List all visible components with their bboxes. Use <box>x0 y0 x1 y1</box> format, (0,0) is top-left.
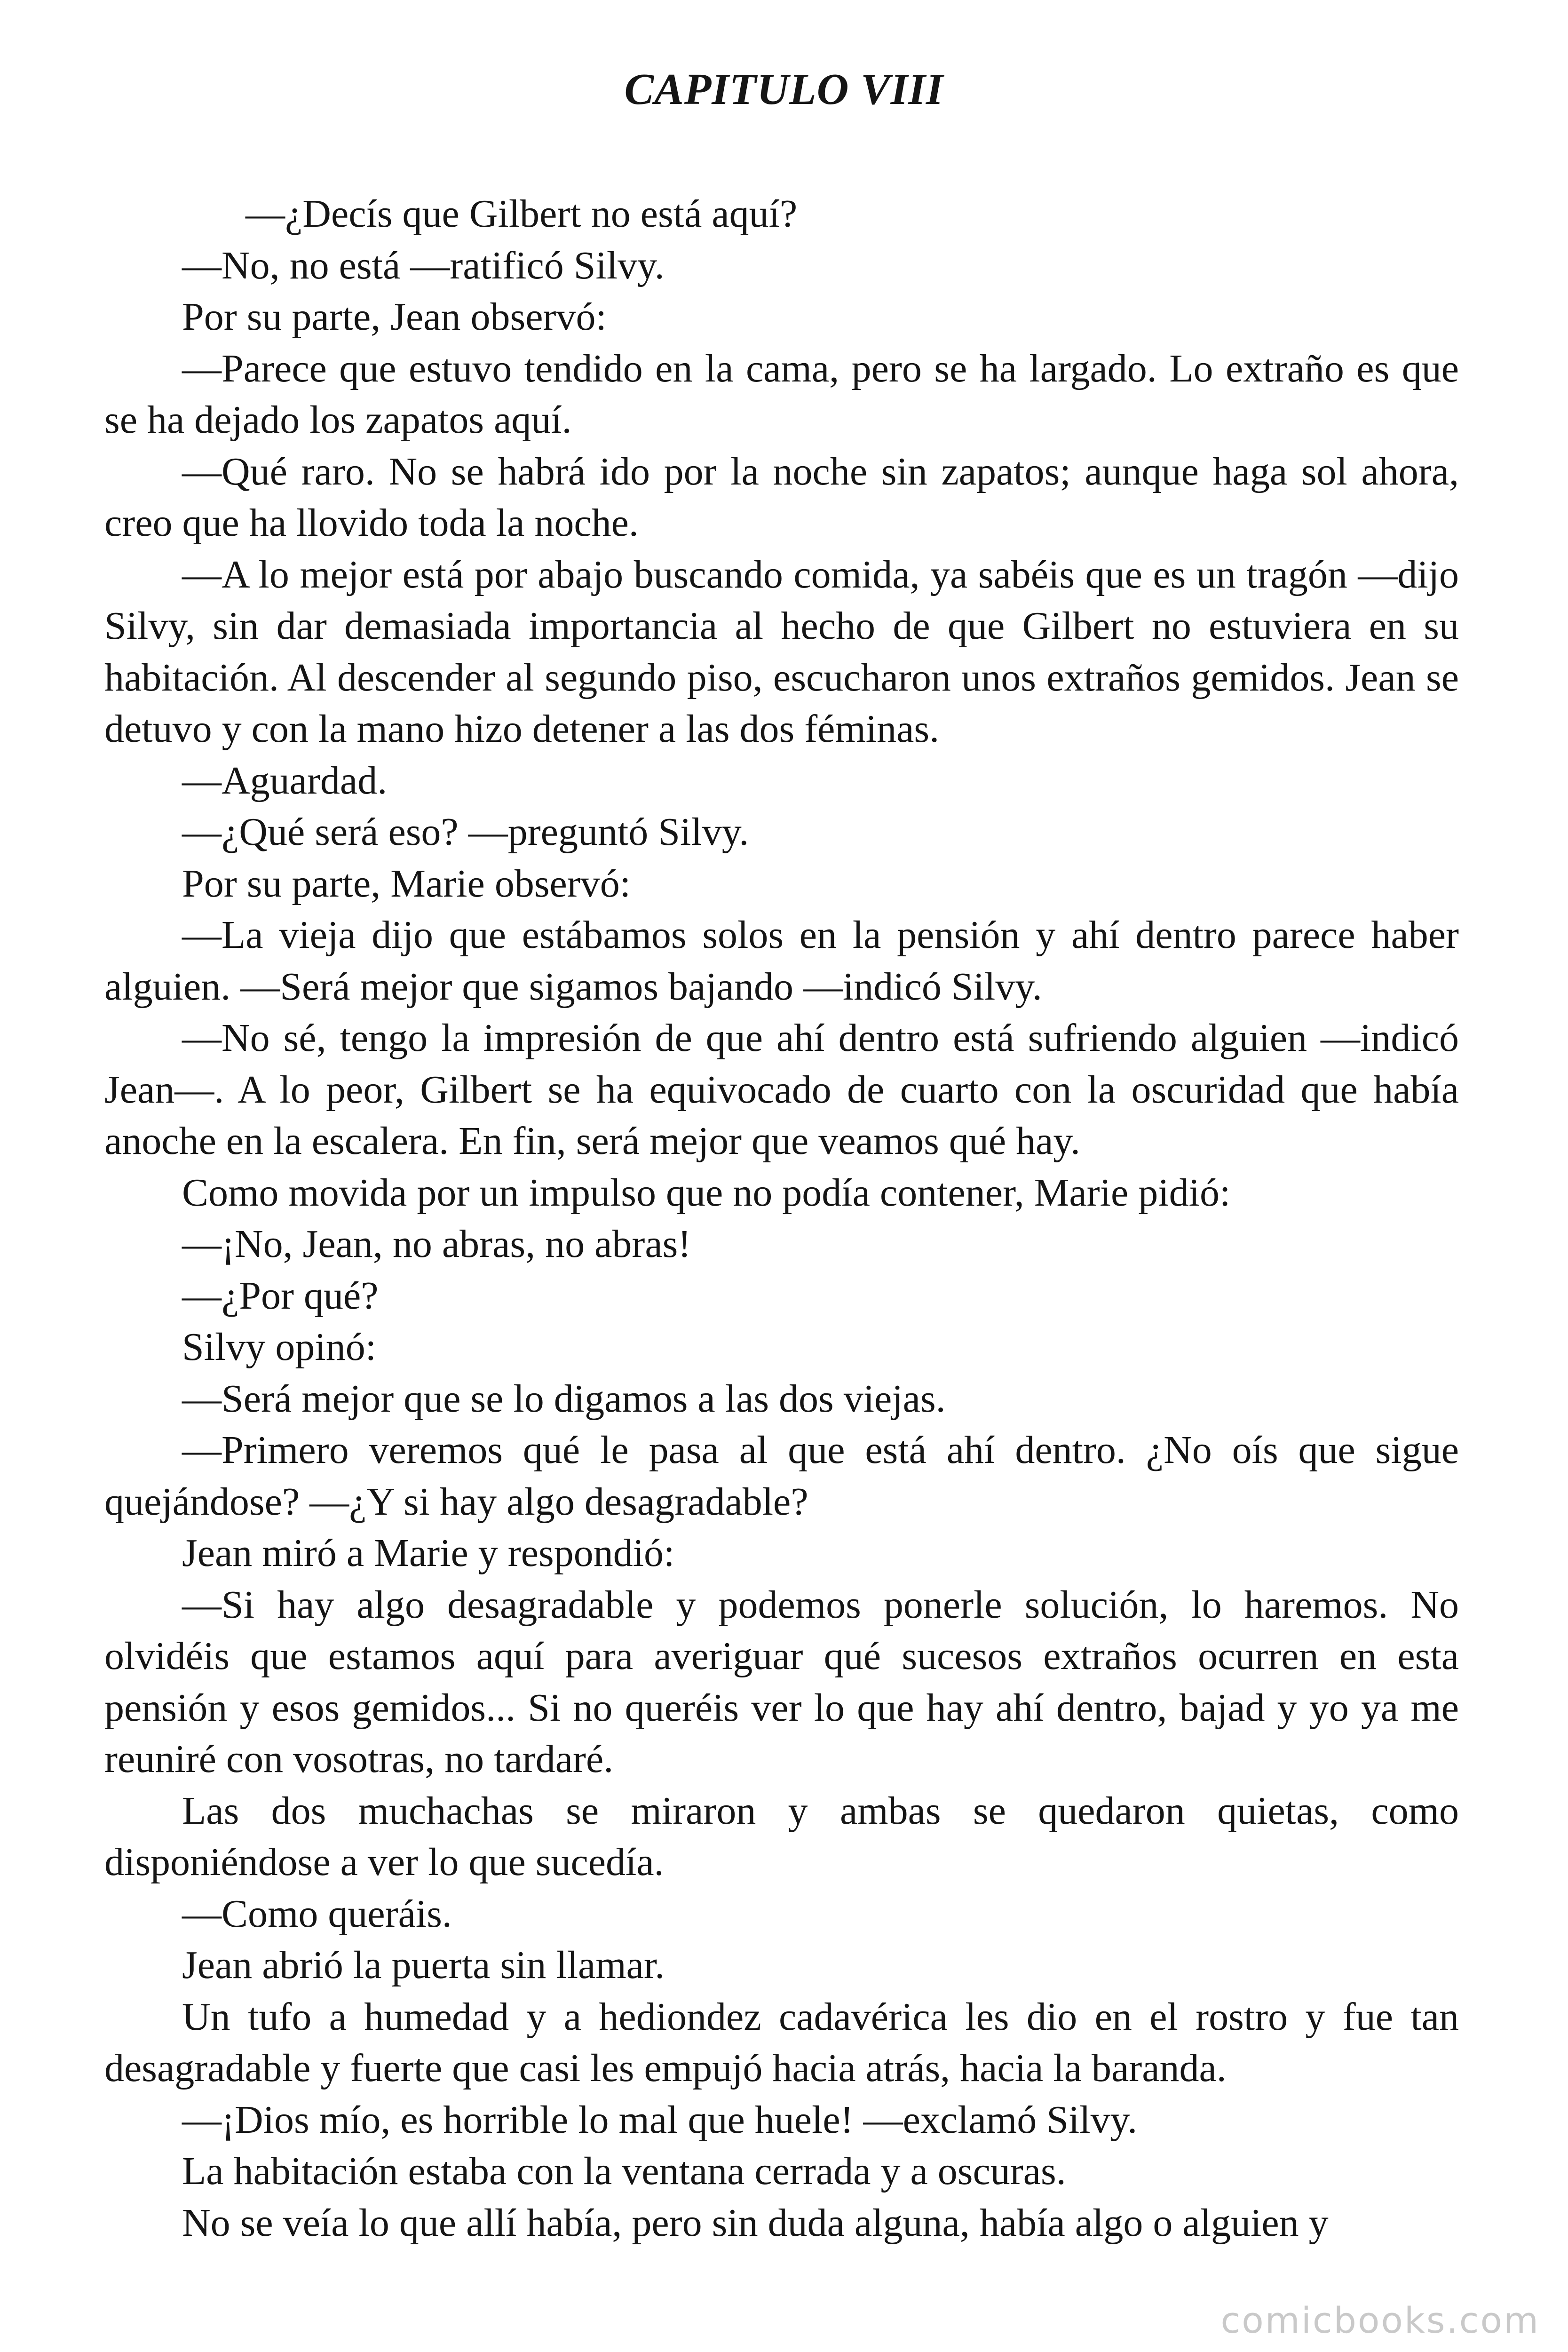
paragraph: —A lo mejor está por abajo buscando comida, ya sabéis que es un tragón —dijo Silvy, sin dar demasiada importancia al hecho de que Gilbert no estuviera en su habitación. Al descender al segundo piso, escucharon unos extraños gemidos. Jean se detuvo y con la mano hizo detener a las dos féminas. <box>104 552 1459 751</box>
paragraph: Jean abrió la puerta sin llamar. <box>182 1943 665 1987</box>
chapter-body <box>104 188 1459 2249</box>
paragraph: —Si hay algo desagradable y podemos ponerle solución, lo haremos. No olvidéis que estamos aquí para averiguar qué sucesos extraños ocurren en esta pensión y esos gemidos... Si no queréis ver lo que hay ahí dentro, bajad y yo ya me reuniré con vosotras, no tardaré. <box>104 1582 1459 1781</box>
paragraph: —Parece que estuvo tendido en la cama, pero se ha largado. Lo extraño es que se ha dejado los zapatos aquí. <box>104 346 1459 442</box>
paragraph: —Como queráis. <box>182 1891 452 1936</box>
paragraph: La habitación estaba con la ventana cerrada y a oscuras. <box>182 2149 1066 2193</box>
paragraph: —No sé, tengo la impresión de que ahí dentro está sufriendo alguien —indicó Jean—. A lo peor, Gilbert se ha equivocado de cuarto con la oscuridad que había anoche en la escalera. En fin, será mejor que veamos qué hay. <box>104 1016 1459 1163</box>
paragraph: Como movida por un impulso que no podía contener, Marie pidió: <box>182 1170 1231 1215</box>
paragraph: —Qué raro. No se habrá ido por la noche sin zapatos; aunque haga sol ahora, creo que ha llovido toda la noche. <box>104 449 1459 545</box>
paragraph: —¿Qué será eso? —preguntó Silvy. <box>182 810 749 854</box>
paragraph: —¡No, Jean, no abras, no abras! <box>182 1222 691 1266</box>
paragraph: —¿Por qué? <box>182 1273 379 1318</box>
paragraph: —Aguardad. <box>182 758 388 803</box>
paragraph: Jean miró a Marie y respondió: <box>182 1531 675 1575</box>
paragraph: No se veía lo que allí había, pero sin duda alguna, había algo o alguien y <box>182 2201 1329 2245</box>
paragraph: Un tufo a humedad y a hediondez cadavérica les dio en el rostro y fue tan desagradable y fuerte que casi les empujó hacia atrás, hacia la baranda. <box>104 1994 1459 2090</box>
paragraph: Por su parte, Jean observó: <box>182 295 607 339</box>
paragraph: Las dos muchachas se miraron y ambas se quedaron quietas, como disponiéndose a ver lo que sucedía. <box>104 1788 1459 1884</box>
paragraph: —Será mejor que se lo digamos a las dos viejas. <box>182 1376 946 1421</box>
site-watermark: comicbooks.com <box>1220 2299 1540 2341</box>
paragraph: —La vieja dijo que estábamos solos en la pensión y ahí dentro parece haber alguien. —Será mejor que sigamos bajando —indicó Silvy. <box>104 913 1459 1009</box>
paragraph: —¡Dios mío, es horrible lo mal que huele! —exclamó Silvy. <box>182 2098 1138 2142</box>
paragraph: —Primero veremos qué le pasa al que está ahí dentro. ¿No oís que sigue quejándose? —¿Y si hay algo desagradable? <box>104 1428 1459 1524</box>
chapter-title: CAPITULO VIII <box>624 65 944 114</box>
paragraph: Silvy opinó: <box>182 1325 377 1369</box>
paragraph: Por su parte, Marie observó: <box>182 861 631 906</box>
paragraph: —No, no está —ratificó Silvy. <box>182 243 665 287</box>
paragraph: —¿Decís que Gilbert no está aquí? <box>245 192 798 236</box>
